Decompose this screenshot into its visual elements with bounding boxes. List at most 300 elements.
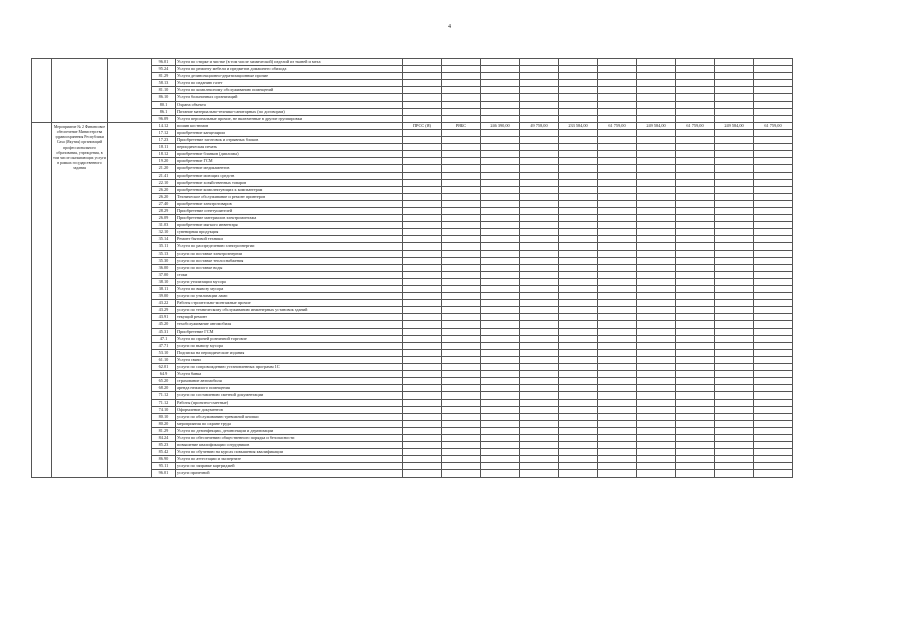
empty-cell	[442, 87, 481, 94]
empty-cell	[559, 73, 598, 80]
empty-cell	[442, 108, 481, 115]
empty-cell	[754, 165, 793, 172]
empty-cell	[559, 129, 598, 136]
purchase-name-cell: аренда нежилого помещения	[176, 385, 403, 392]
okpd-code-cell: 43.29	[152, 307, 176, 314]
empty-cell	[403, 271, 442, 278]
empty-cell	[520, 59, 559, 66]
budget-table	[31, 58, 793, 478]
empty-cell	[403, 115, 442, 122]
empty-cell	[676, 87, 715, 94]
empty-cell	[442, 300, 481, 307]
okpd-code-cell: 38.11	[152, 286, 176, 293]
empty-cell	[676, 307, 715, 314]
empty-cell	[559, 371, 598, 378]
empty-cell	[598, 94, 637, 101]
empty-cell	[403, 200, 442, 207]
empty-cell	[676, 243, 715, 250]
empty-cell	[637, 328, 676, 335]
purchase-name-cell: услуги по составлению сметной документации	[176, 392, 403, 399]
empty-cell	[676, 222, 715, 229]
empty-cell	[520, 470, 559, 477]
empty-cell	[598, 307, 637, 314]
page-number: 4	[448, 24, 451, 30]
empty-cell	[520, 385, 559, 392]
empty-cell	[559, 215, 598, 222]
empty-cell	[598, 80, 637, 87]
purchase-name-cell: Ремонт бытовой техники	[176, 236, 403, 243]
empty-cell	[481, 456, 520, 463]
empty-cell	[754, 243, 793, 250]
empty-cell	[442, 172, 481, 179]
empty-cell	[754, 470, 793, 477]
empty-cell	[442, 356, 481, 363]
empty-cell	[676, 399, 715, 406]
empty-cell	[598, 293, 637, 300]
empty-cell	[676, 406, 715, 413]
purchase-name-cell: приобретение комплектующих к компьютерам	[176, 186, 403, 193]
empty-cell	[754, 215, 793, 222]
empty-cell	[598, 427, 637, 434]
empty-cell	[442, 463, 481, 470]
empty-cell	[715, 73, 754, 80]
empty-cell	[520, 399, 559, 406]
okpd-code-cell: 61.10	[152, 356, 176, 363]
empty-cell	[598, 115, 637, 122]
empty-cell	[637, 200, 676, 207]
empty-cell	[754, 87, 793, 94]
purchase-name-cell: стоки	[176, 271, 403, 278]
empty-cell	[481, 229, 520, 236]
empty-cell	[481, 349, 520, 356]
empty-cell	[676, 378, 715, 385]
empty-cell	[520, 129, 559, 136]
empty-cell	[715, 115, 754, 122]
purchase-name-cell: сувенирная продукция	[176, 229, 403, 236]
empty-cell	[676, 186, 715, 193]
empty-cell	[481, 286, 520, 293]
empty-cell	[676, 179, 715, 186]
empty-cell	[442, 66, 481, 73]
empty-cell	[520, 250, 559, 257]
purchase-name-cell: Услуги дезинсекционно-дератизационные прочие	[176, 73, 403, 80]
empty-cell	[754, 442, 793, 449]
empty-cell	[676, 335, 715, 342]
empty-cell	[676, 151, 715, 158]
empty-cell	[637, 413, 676, 420]
okpd-code-cell: 38.10	[152, 278, 176, 285]
empty-cell	[676, 371, 715, 378]
empty-cell	[403, 321, 442, 328]
empty-cell	[637, 129, 676, 136]
empty-cell	[481, 165, 520, 172]
empty-cell	[754, 356, 793, 363]
empty-cell	[715, 427, 754, 434]
empty-cell	[598, 101, 637, 108]
okpd-code-cell: 80.1	[152, 101, 176, 108]
empty-cell	[403, 286, 442, 293]
empty-cell	[637, 257, 676, 264]
value-cell: 61 759,00	[676, 122, 715, 129]
empty-cell	[481, 449, 520, 456]
empty-cell	[598, 236, 637, 243]
empty-cell	[403, 470, 442, 477]
purchase-name-cell: Услуги по стирке и чистке (в том числе химической) изделий из тканей и меха	[176, 59, 403, 66]
empty-cell	[520, 307, 559, 314]
empty-cell	[559, 108, 598, 115]
empty-cell	[676, 442, 715, 449]
empty-cell	[676, 229, 715, 236]
event-name-cell: Мероприятие № 2 Финансовое обеспечение Министерства здравоохранения Республики Саха (Якутия) организаций профессионального образования, учреждения, в том числе оказывающих услуги в рамках государственного задания	[52, 122, 108, 477]
empty-cell	[481, 314, 520, 321]
empty-cell	[637, 73, 676, 80]
empty-cell	[442, 392, 481, 399]
empty-cell	[637, 80, 676, 87]
empty-cell	[442, 456, 481, 463]
empty-cell	[598, 158, 637, 165]
empty-cell	[676, 427, 715, 434]
purchase-name-cell: Услуги по прочей розничной торговле	[176, 335, 403, 342]
empty-cell	[559, 80, 598, 87]
empty-cell	[637, 222, 676, 229]
empty-cell	[559, 364, 598, 371]
empty-cell	[754, 300, 793, 307]
empty-cell	[637, 300, 676, 307]
empty-cell	[403, 94, 442, 101]
purchase-name-cell: пошив костюмов	[176, 122, 403, 129]
empty-cell	[715, 356, 754, 363]
empty-cell	[637, 229, 676, 236]
empty-cell	[481, 364, 520, 371]
empty-cell	[754, 115, 793, 122]
empty-cell	[715, 434, 754, 441]
purchase-name-cell: Питание материально-технико-санитарных (по договорам)	[176, 108, 403, 115]
empty-cell	[754, 427, 793, 434]
empty-cell	[598, 385, 637, 392]
empty-cell	[754, 80, 793, 87]
empty-cell	[754, 94, 793, 101]
purchase-name-cell: Услуги по вывозу мусора	[176, 286, 403, 293]
okpd-code-cell: 35.14	[152, 236, 176, 243]
empty-cell	[559, 385, 598, 392]
empty-cell	[715, 129, 754, 136]
empty-cell	[442, 250, 481, 257]
empty-cell	[715, 257, 754, 264]
empty-cell	[559, 271, 598, 278]
empty-cell	[403, 207, 442, 214]
empty-cell	[754, 207, 793, 214]
empty-cell	[676, 342, 715, 349]
empty-cell	[481, 151, 520, 158]
empty-cell	[676, 158, 715, 165]
empty-cell	[598, 108, 637, 115]
empty-cell	[598, 144, 637, 151]
empty-cell	[676, 94, 715, 101]
empty-cell	[715, 470, 754, 477]
okpd-code-cell: 71.12	[152, 399, 176, 406]
empty-cell	[676, 293, 715, 300]
okpd-code-cell: 47.1	[152, 335, 176, 342]
empty-cell	[403, 463, 442, 470]
empty-cell	[403, 442, 442, 449]
empty-cell	[559, 286, 598, 293]
empty-cell	[637, 356, 676, 363]
empty-cell	[637, 236, 676, 243]
okpd-code-cell: 96.01	[152, 59, 176, 66]
okpd-code-cell: 45.20	[152, 321, 176, 328]
okpd-code-cell: 86.10	[152, 94, 176, 101]
okpd-code-cell: 43.22	[152, 300, 176, 307]
purchase-name-cell: Услуги по дезинфекции, дезинсекции и дератизации	[176, 427, 403, 434]
empty-cell	[637, 186, 676, 193]
empty-cell	[520, 456, 559, 463]
empty-cell	[559, 356, 598, 363]
empty-cell	[676, 314, 715, 321]
empty-cell	[559, 293, 598, 300]
empty-cell	[637, 165, 676, 172]
empty-cell	[403, 371, 442, 378]
empty-cell	[715, 371, 754, 378]
empty-cell	[754, 364, 793, 371]
empty-cell	[715, 378, 754, 385]
okpd-code-cell: 71.12	[152, 392, 176, 399]
empty-cell	[715, 59, 754, 66]
empty-cell	[598, 278, 637, 285]
empty-cell	[403, 66, 442, 73]
empty-cell	[442, 271, 481, 278]
empty-cell	[715, 293, 754, 300]
empty-cell	[559, 335, 598, 342]
okpd-code-cell: 53.10	[152, 349, 176, 356]
empty-cell	[559, 278, 598, 285]
empty-cell	[442, 278, 481, 285]
empty-cell	[559, 342, 598, 349]
empty-cell	[403, 406, 442, 413]
empty-cell	[598, 364, 637, 371]
empty-cell	[520, 73, 559, 80]
okpd-code-cell: 39.00	[152, 293, 176, 300]
purchase-name-cell: услуги по сопровождению установленных программ 1С	[176, 364, 403, 371]
empty-cell	[481, 321, 520, 328]
empty-cell	[442, 165, 481, 172]
empty-cell	[715, 278, 754, 285]
empty-cell	[676, 278, 715, 285]
empty-cell	[676, 356, 715, 363]
empty-cell	[715, 186, 754, 193]
empty-cell	[520, 278, 559, 285]
empty-cell	[559, 59, 598, 66]
empty-cell	[442, 314, 481, 321]
empty-cell	[676, 108, 715, 115]
empty-cell	[637, 151, 676, 158]
empty-cell	[559, 427, 598, 434]
empty-cell	[754, 349, 793, 356]
purchase-name-cell: приобретение хозяйственных товаров	[176, 179, 403, 186]
empty-cell	[520, 172, 559, 179]
empty-cell	[442, 101, 481, 108]
empty-cell	[598, 193, 637, 200]
empty-cell	[559, 399, 598, 406]
empty-cell	[637, 278, 676, 285]
empty-cell	[754, 179, 793, 186]
empty-cell	[637, 137, 676, 144]
empty-cell	[481, 427, 520, 434]
okpd-code-cell: 26.20	[152, 186, 176, 193]
empty-cell	[481, 406, 520, 413]
empty-cell	[637, 371, 676, 378]
okpd-code-cell: 96.09	[152, 115, 176, 122]
purchase-name-cell: Услуги больничных организаций	[176, 94, 403, 101]
empty-cell	[676, 137, 715, 144]
empty-cell	[481, 59, 520, 66]
empty-cell	[637, 420, 676, 427]
empty-cell	[676, 200, 715, 207]
okpd-code-cell: 85.23	[152, 442, 176, 449]
empty-cell	[481, 264, 520, 271]
purchase-name-cell: Подписка на периодические издания	[176, 349, 403, 356]
okpd-code-cell: 81.29	[152, 73, 176, 80]
empty-cell	[676, 264, 715, 271]
purchase-name-cell: Приобретение заготовок и отрывных блоков	[176, 137, 403, 144]
empty-cell	[754, 378, 793, 385]
empty-cell	[637, 392, 676, 399]
empty-cell	[598, 399, 637, 406]
empty-cell	[520, 463, 559, 470]
empty-cell	[715, 449, 754, 456]
empty-cell	[403, 349, 442, 356]
empty-cell	[676, 144, 715, 151]
purchase-name-cell: приобретение мягкого инвентаря	[176, 222, 403, 229]
empty-cell	[754, 158, 793, 165]
empty-cell	[442, 413, 481, 420]
empty-cell	[442, 144, 481, 151]
empty-cell	[637, 293, 676, 300]
empty-cell	[559, 314, 598, 321]
empty-cell	[520, 378, 559, 385]
empty-cell	[481, 356, 520, 363]
empty-cell	[676, 115, 715, 122]
empty-cell	[637, 250, 676, 257]
okpd-code-cell: 27.40	[152, 200, 176, 207]
empty-cell	[754, 108, 793, 115]
empty-cell	[598, 264, 637, 271]
empty-cell	[715, 364, 754, 371]
empty-cell	[403, 356, 442, 363]
purchase-name-cell: повышение квалификации сотрудников	[176, 442, 403, 449]
empty-cell	[442, 364, 481, 371]
empty-cell	[754, 151, 793, 158]
empty-cell	[559, 151, 598, 158]
empty-cell	[637, 364, 676, 371]
empty-cell	[754, 200, 793, 207]
empty-cell	[403, 378, 442, 385]
empty-cell	[481, 108, 520, 115]
purchase-name-cell: услуги по утилизации ламп	[176, 293, 403, 300]
empty-cell	[754, 278, 793, 285]
empty-cell	[403, 172, 442, 179]
purchase-name-cell: услуги утилизации мусора	[176, 278, 403, 285]
empty-cell	[598, 129, 637, 136]
empty-cell	[559, 378, 598, 385]
empty-cell	[676, 250, 715, 257]
okpd-code-cell: 96.01	[152, 470, 176, 477]
empty-cell	[754, 144, 793, 151]
empty-cell	[715, 321, 754, 328]
empty-cell	[637, 470, 676, 477]
empty-cell	[715, 236, 754, 243]
empty-cell	[754, 293, 793, 300]
purchase-name-cell: Приобретение материалов электромонтажа	[176, 215, 403, 222]
empty-cell	[559, 165, 598, 172]
empty-cell	[559, 300, 598, 307]
empty-cell	[637, 101, 676, 108]
empty-cell	[520, 371, 559, 378]
empty-cell	[442, 427, 481, 434]
purchase-name-cell: Техническое обслуживание и ремонт принтеров	[176, 193, 403, 200]
empty-cell	[403, 399, 442, 406]
empty-cell	[442, 80, 481, 87]
empty-cell	[754, 129, 793, 136]
empty-cell	[442, 420, 481, 427]
empty-cell	[403, 342, 442, 349]
empty-cell	[598, 456, 637, 463]
okpd-code-cell: 64.9	[152, 371, 176, 378]
okpd-code-cell: 35.30	[152, 257, 176, 264]
empty-cell	[715, 335, 754, 342]
empty-cell	[403, 101, 442, 108]
empty-cell	[403, 307, 442, 314]
empty-cell	[598, 229, 637, 236]
empty-cell	[481, 335, 520, 342]
empty-cell	[559, 413, 598, 420]
kbk-cell	[108, 122, 152, 477]
purchase-name-cell: мероприятия по охране труда	[176, 420, 403, 427]
okpd-code-cell: 32.10	[152, 229, 176, 236]
kbk-cell	[108, 59, 152, 123]
empty-cell	[676, 66, 715, 73]
empty-cell	[403, 328, 442, 335]
empty-cell	[715, 151, 754, 158]
empty-cell	[403, 229, 442, 236]
empty-cell	[598, 271, 637, 278]
value-cell: 233 584,00	[559, 122, 598, 129]
empty-cell	[481, 179, 520, 186]
empty-cell	[442, 321, 481, 328]
empty-cell	[442, 94, 481, 101]
purchase-name-cell: Услуги по аттестации и экспертизе	[176, 456, 403, 463]
empty-cell	[481, 300, 520, 307]
empty-cell	[481, 222, 520, 229]
empty-cell	[442, 151, 481, 158]
empty-cell	[442, 129, 481, 136]
empty-cell	[520, 406, 559, 413]
empty-cell	[481, 80, 520, 87]
empty-cell	[754, 420, 793, 427]
empty-cell	[520, 215, 559, 222]
empty-cell	[754, 193, 793, 200]
empty-cell	[676, 328, 715, 335]
empty-cell	[598, 328, 637, 335]
empty-cell	[481, 236, 520, 243]
empty-cell	[442, 59, 481, 66]
empty-cell	[715, 456, 754, 463]
empty-cell	[520, 222, 559, 229]
empty-cell	[754, 137, 793, 144]
okpd-code-cell: 81.29	[152, 427, 176, 434]
empty-cell	[520, 151, 559, 158]
empty-cell	[754, 186, 793, 193]
empty-cell	[442, 335, 481, 342]
